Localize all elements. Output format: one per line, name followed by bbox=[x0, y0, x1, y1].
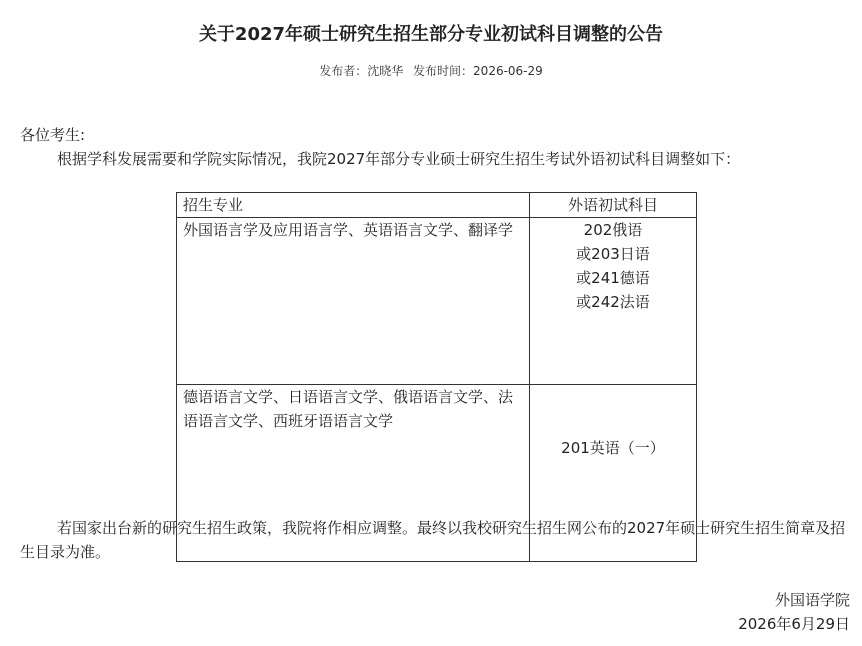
publisher: 发布者：沈晓华 bbox=[319, 64, 404, 78]
header-language-subject: 外语初试科目 bbox=[530, 193, 697, 218]
signature-block bbox=[738, 588, 850, 636]
subject-item: 或241德语 bbox=[576, 269, 650, 287]
major-cell: 德语语言文学、日语语言文学、俄语语言文学、法语语言文学、西班牙语语言文学 bbox=[177, 385, 530, 562]
signature-date: 2026年6月29日 bbox=[738, 615, 850, 633]
table-header-row bbox=[177, 193, 697, 218]
major-cell: 外国语言学及应用语言学、英语语言文学、翻译学 bbox=[177, 218, 530, 385]
subjects-table bbox=[176, 192, 697, 562]
table-row bbox=[177, 218, 697, 385]
header-major: 招生专业 bbox=[177, 193, 530, 218]
signature-org: 外国语学院 bbox=[774, 591, 850, 609]
publish-time: 发布时间：2026-06-29 bbox=[413, 64, 543, 78]
subject-item: 或242法语 bbox=[576, 293, 650, 311]
closing-paragraph: 若国家出台新的研究生招生政策，我院将作相应调整。最终以我校研究生招生网公布的2027年硕士研究生招生简章及招生目录为准。 bbox=[20, 519, 846, 561]
subject-item: 或203日语 bbox=[576, 245, 650, 263]
notice-title: 关于2027年硕士研究生招生部分专业初试科目调整的公告 bbox=[198, 24, 664, 45]
intro-paragraph: 根据学科发展需要和学院实际情况，我院2027年部分专业硕士研究生招生考试外语初试科目调整如下： bbox=[57, 150, 741, 168]
subject-item: 201英语（一） bbox=[561, 439, 665, 457]
language-subject-cell bbox=[530, 218, 697, 385]
subject-item: 202俄语 bbox=[583, 221, 643, 239]
greeting: 各位考生: bbox=[20, 126, 86, 144]
notice-meta bbox=[0, 62, 862, 79]
